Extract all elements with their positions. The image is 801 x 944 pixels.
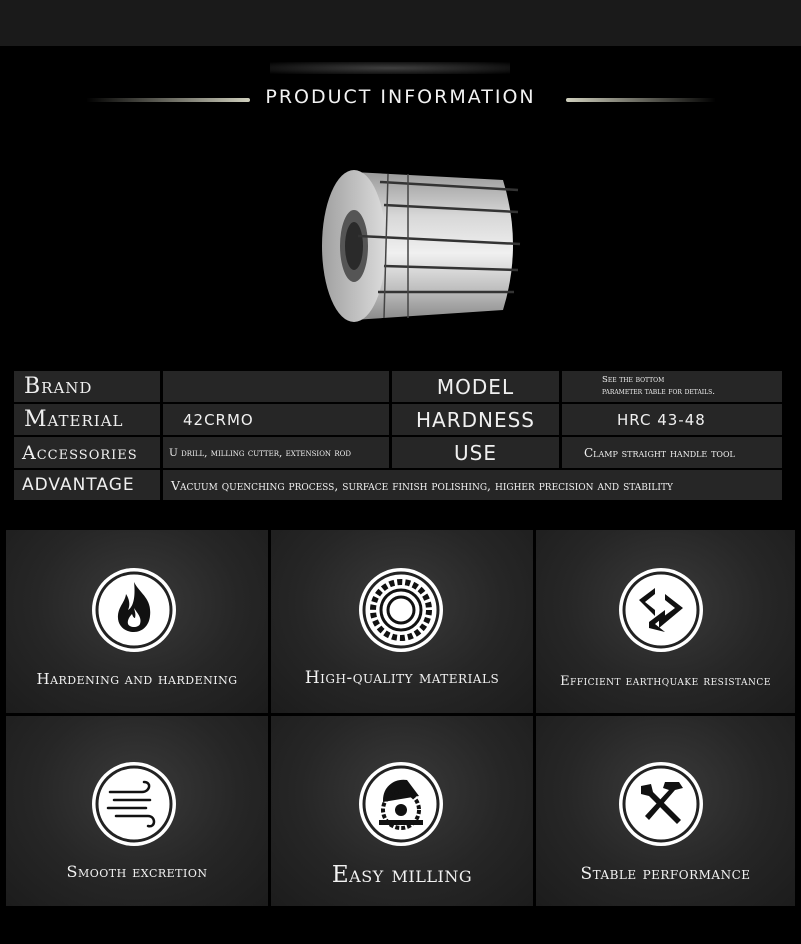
decorative-glow: [270, 62, 510, 74]
feature-card-materials: [271, 530, 533, 713]
material-label: Material: [14, 404, 160, 435]
advantage-value: Vacuum quenching process, surface finish polishing, higher precision and stability: [163, 470, 782, 500]
feature-label: Stable performance: [580, 864, 751, 884]
advantage-label: ADVANTAGE: [14, 470, 160, 500]
circular-saw-icon: [359, 762, 443, 846]
feature-label: Efficient earthquake resistance: [560, 674, 771, 689]
collet-product-image: [318, 160, 528, 330]
use-label: USE: [392, 437, 559, 468]
bottom-strip: [6, 906, 795, 944]
feature-card-milling: [271, 716, 533, 906]
material-value: 42CRMO: [163, 404, 389, 435]
feature-label: Easy milling: [331, 862, 473, 888]
page-title: PRODUCT INFORMATION: [265, 86, 536, 108]
hardness-label: HARDNESS: [392, 404, 559, 435]
flame-icon: [92, 568, 176, 652]
hardness-value: HRC 43-48: [562, 404, 782, 435]
feature-card-hardening: [6, 530, 268, 713]
brand-value: [163, 371, 389, 402]
accessories-label: Accessories: [14, 437, 160, 468]
title-glow-right: [566, 98, 716, 102]
top-band: [0, 0, 801, 46]
shock-wave-icon: [619, 568, 703, 652]
feature-card-resistance: [536, 530, 795, 713]
accessories-value: U drill, milling cutter, extension rod: [163, 437, 389, 468]
model-label: MODEL: [392, 371, 559, 402]
model-value-line2: parameter table for details.: [602, 386, 715, 397]
model-value-line1: See the bottom: [602, 374, 665, 385]
feature-card-excretion: [6, 716, 268, 906]
section-header: [0, 86, 801, 116]
use-value: Clamp straight handle tool: [562, 437, 782, 468]
airflow-icon: [92, 762, 176, 846]
gear-ring-icon: [359, 568, 443, 652]
feature-label: Smooth excretion: [66, 862, 208, 881]
wrench-hammer-icon: [619, 762, 703, 846]
model-value: [562, 371, 782, 402]
feature-card-performance: [536, 716, 795, 906]
feature-label: Hardening and hardening: [36, 670, 238, 688]
brand-label: Brand: [14, 371, 160, 402]
feature-label: High-quality materials: [304, 668, 500, 688]
